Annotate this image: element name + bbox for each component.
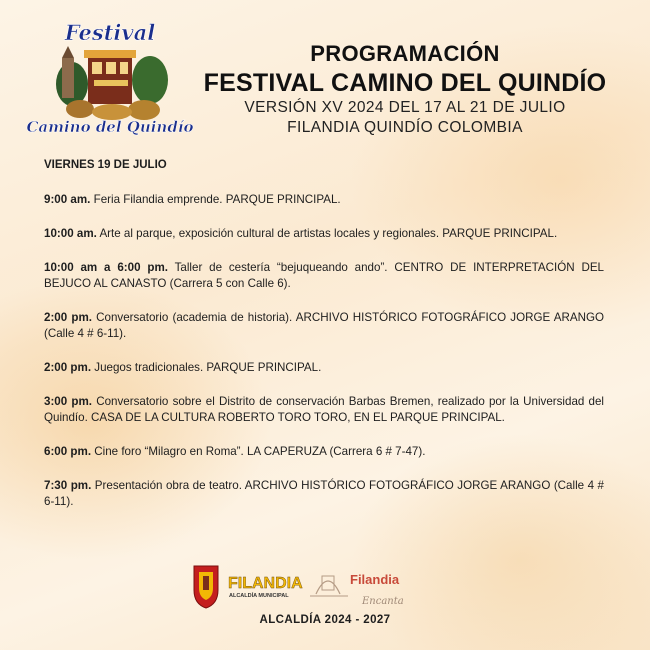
festival-logo (26, 14, 194, 142)
schedule-item (44, 310, 604, 342)
item-description: Cine foro “Milagro en Roma”. LA CAPERUZA (Carrera 6 # 7-47). (91, 445, 426, 458)
location: FILANDIA QUINDÍO COLOMBIA (287, 119, 523, 136)
page-title: PROGRAMACIÓN (310, 41, 500, 66)
tourism-script: Encanta (362, 596, 404, 607)
item-description: Conversatorio (academia de historia). ARCHIVO HISTÓRICO FOTOGRÁFICO JORGE ARANGO (Calle 4 # 6-11). (44, 311, 604, 340)
item-time: 7:30 pm. (44, 479, 92, 492)
item-time: 10:00 am a 6:00 pm. (44, 261, 168, 274)
logo-text-camino: Camino del Quindío (26, 118, 194, 136)
page-header (180, 40, 630, 138)
tourism-wordmark: Filandia (350, 572, 400, 587)
schedule-item (44, 360, 604, 376)
item-time: 2:00 pm. (44, 361, 92, 374)
filandia-tourism-logo-icon (310, 576, 348, 596)
alcaldia-wordmark: FILANDIA (228, 575, 303, 592)
item-time: 3:00 pm. (44, 395, 93, 408)
item-description: Juegos tradicionales. PARQUE PRINCIPAL. (91, 361, 322, 374)
shield-icon (194, 566, 218, 608)
item-time: 6:00 pm. (44, 445, 92, 458)
schedule-item (44, 260, 604, 292)
day-heading: VIERNES 19 DE JULIO (44, 159, 167, 171)
festival-name: FESTIVAL CAMINO DEL QUINDÍO (203, 69, 607, 97)
logo-text-festival: Festival (64, 20, 156, 45)
schedule-item (44, 444, 604, 460)
item-description: Arte al parque, exposición cultural de artistas locales y regionales. PARQUE PRINCIPAL. (96, 227, 558, 240)
schedule (44, 157, 604, 528)
schedule-item (44, 226, 604, 242)
sponsor-logos (190, 562, 430, 610)
schedule-item (44, 394, 604, 426)
item-time: 10:00 am. (44, 227, 97, 240)
item-time: 2:00 pm. (44, 311, 92, 324)
item-description: Presentación obra de teatro. ARCHIVO HISTÓRICO FOTOGRÁFICO JORGE ARANGO (Calle 4 # 6-11). (44, 479, 604, 508)
item-time: 9:00 am. (44, 193, 91, 206)
item-description: Taller de cestería “bejuqueando ando”. CENTRO DE INTERPRETACIÓN DEL BEJUCO AL CANASTO (Carrera 5 con Calle 6). (44, 261, 605, 290)
item-description: Conversatorio sobre el Distrito de conservación Barbas Bremen, realizado por la Universidad del Quindío. CASA DE LA CULTURA ROBERTO TORO TORO, EN EL PARQUE PRINCIPAL. (44, 395, 605, 424)
alcaldia-subtitle: ALCALDÍA MUNICIPAL (229, 593, 289, 599)
footer-period: ALCALDÍA 2024 - 2027 (259, 614, 391, 626)
schedule-item (44, 478, 604, 510)
item-description: Feria Filandia emprende. PARQUE PRINCIPAL. (90, 193, 341, 206)
edition-dates: VERSIÓN XV 2024 DEL 17 AL 21 DE JULIO (244, 99, 566, 116)
schedule-item (44, 192, 604, 208)
